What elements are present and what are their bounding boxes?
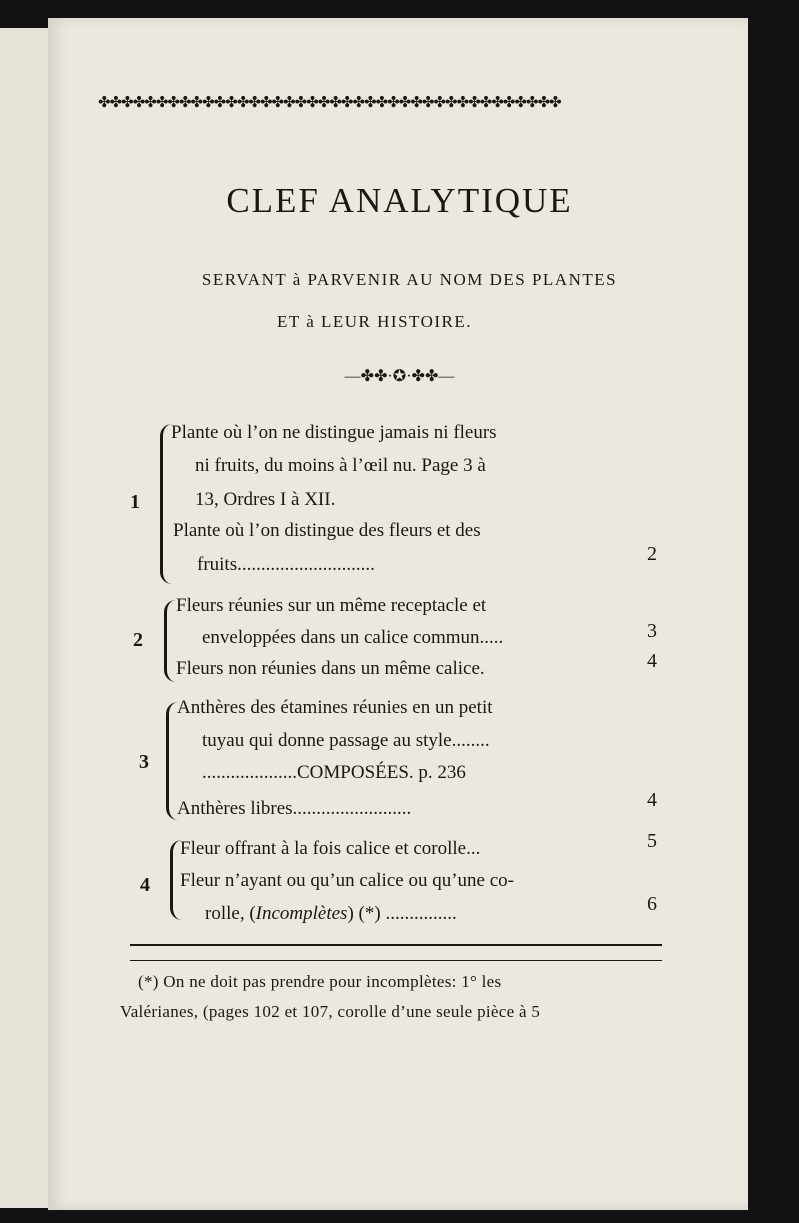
key-1a-line-1: Plante où l’on ne distingue jamais ni fleurs [171,422,497,443]
key-4b-line-2-post: ) (*) ............... [347,903,457,924]
key-3a-line-1: Anthères des étamines réunies en un petit [177,697,493,718]
key-4b-line-2-pre: rolle, ( [205,903,256,924]
key-1b-line-1: Plante où l’on distingue des fleurs et des [173,520,481,541]
page-title: CLEF ANALYTIQUE [226,181,573,220]
footnote-rule [130,944,662,946]
key-3a-line-2: tuyau qui donne passage au style........ [202,730,490,751]
key-2a-line-2: enveloppées dans un calice commun..... [202,627,504,648]
key-4a-line-1: Fleur offrant à la fois calice et corolle... [180,838,481,859]
key-number-4: 4 [140,874,150,896]
key-2b-ref: 4 [647,650,657,672]
key-4b-ref: 6 [647,893,657,915]
key-1b-ref: 2 [647,543,657,565]
key-number-1: 1 [130,491,140,513]
key-number-2: 2 [133,629,143,651]
key-number-3: 3 [139,751,149,773]
ornamental-border: ✤✤✤✤✤✤✤✤✤✤✤✤✤✤✤✤✤✤✤✤✤✤✤✤✤✤✤✤✤✤✤✤✤✤✤✤✤✤✤✤ [98,95,561,111]
key-4b-incompletes: Incomplètes [255,903,348,924]
key-3a-line-3: ....................COMPOSÉES. p. 236 [202,762,466,783]
footnote-rule-thin [130,960,662,961]
footnote-line-2: Valérianes, (pages 102 et 107, corolle d’une seule pièce à 5 [120,1002,541,1021]
brace-1 [160,424,173,584]
subtitle-line-1: SERVANT à PARVENIR AU NOM DES PLANTES [201,270,618,289]
key-1b-line-2: fruits............................. [197,554,375,575]
key-3b-ref: 4 [647,789,657,811]
footnote-line-1: (*) On ne doit pas prendre pour incomplètes: 1° les [138,972,502,991]
vignette-ornament: —✤✤·✪·✤✤— [344,368,455,385]
key-4b-line-1: Fleur n’ayant ou qu’un calice ou qu’une co- [180,870,514,891]
key-2a-ref: 3 [647,620,657,642]
key-1a-line-3: 13, Ordres I à XII. [195,489,336,510]
key-4b-line-2 [205,903,457,925]
key-4a-ref: 5 [647,830,657,852]
subtitle-line-2: ET à LEUR HISTOIRE. [276,312,473,331]
key-1a-line-2: ni fruits, du moins à l’œil nu. Page 3 à [195,455,486,476]
key-2a-line-1: Fleurs réunies sur un même receptacle et [176,595,487,616]
key-3b-line-1: Anthères libres......................... [177,798,412,819]
key-2b-line-1: Fleurs non réunies dans un même calice. [176,658,485,679]
